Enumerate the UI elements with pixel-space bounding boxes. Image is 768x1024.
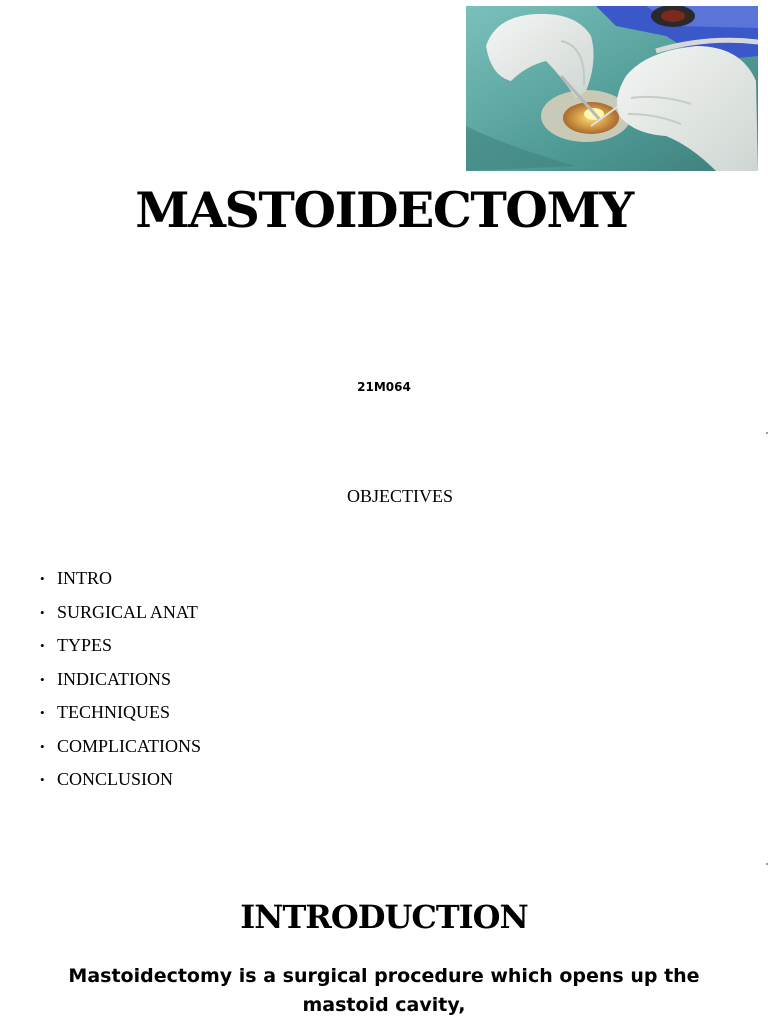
list-item — [40, 730, 201, 764]
list-item — [40, 763, 201, 797]
bullet-icon: • — [40, 671, 45, 687]
list-item-label: CONCLUSION — [57, 769, 174, 789]
bullet-icon: • — [40, 638, 45, 653]
document-title: MASTOIDECTOMY — [135, 181, 633, 239]
bullet-icon: • — [40, 738, 45, 754]
objectives-heading: OBJECTIVES — [346, 486, 453, 506]
list-item-label: COMPLICATIONS — [57, 735, 202, 756]
list-item — [40, 562, 201, 596]
introduction-text: Mastoidectomy is a surgical procedure which opens up the mastoid cavity, — [68, 965, 700, 1016]
bullet-icon: • — [40, 604, 45, 620]
list-item — [40, 629, 201, 663]
list-item-label: INDICATIONS — [57, 668, 171, 689]
bullet-icon: • — [40, 772, 45, 787]
surgery-photo — [466, 6, 758, 171]
student-code: 21M064 — [357, 380, 411, 394]
list-item — [40, 696, 201, 730]
list-item-label: INTRO — [57, 568, 112, 588]
list-item — [40, 596, 201, 630]
list-item-label: SURGICAL ANAT — [57, 601, 198, 622]
objectives-list — [40, 562, 201, 797]
bullet-icon: • — [40, 571, 45, 586]
list-item — [40, 663, 201, 697]
introduction-heading: INTRODUCTION — [240, 898, 528, 936]
bullet-icon: • — [40, 705, 45, 720]
surgery-illustration — [466, 6, 758, 171]
list-item-label: TYPES — [57, 635, 113, 655]
list-item-label: TECHNIQUES — [57, 702, 170, 722]
